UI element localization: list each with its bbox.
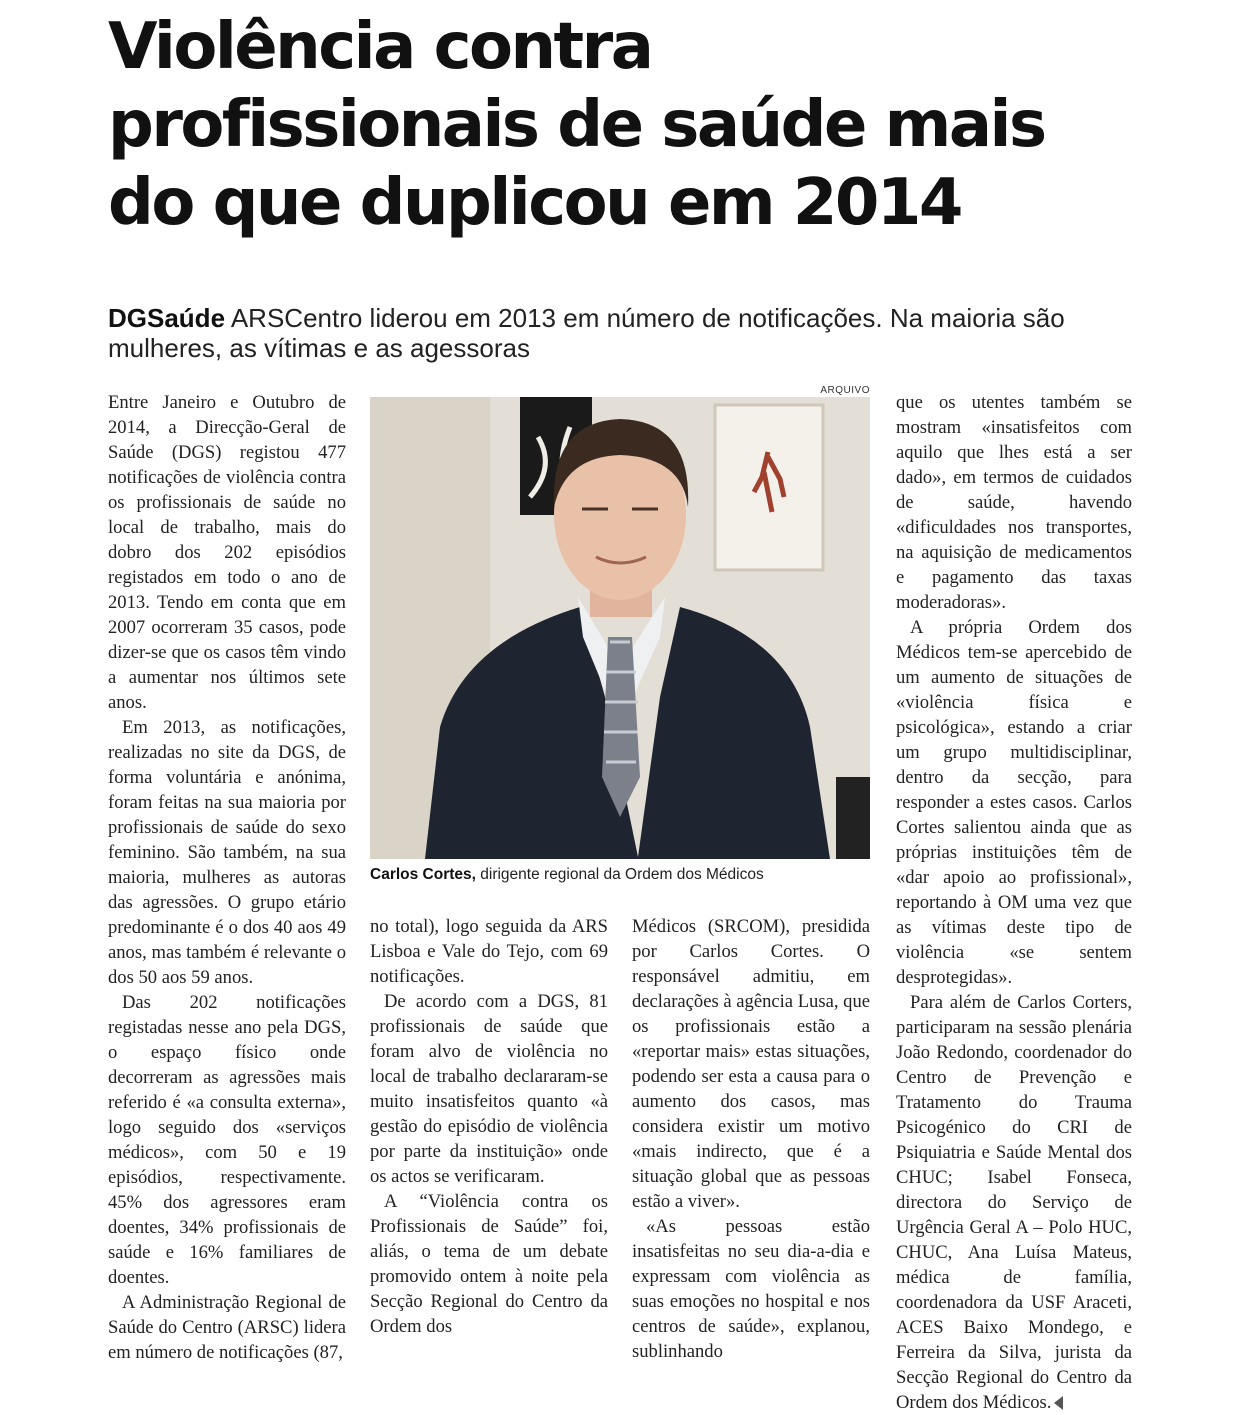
end-of-article-icon [1054,1396,1063,1410]
article-column-4 [896,390,1132,1415]
article-column-3 [632,914,870,1364]
portrait-photo [370,397,870,859]
lead-paragraph [108,303,1108,363]
paragraph: De acordo com a DGS, 81 profissionais de saúde que foram alvo de violência no local de trabalho declararam-se muito insatisfeitos quanto «à gestão do episódio de violência por parte da instituição» onde os actos se verificaram. [370,991,608,1187]
portrait-illustration [370,397,870,859]
paragraph: Em 2013, as notificações, realizadas no site da DGS, de forma voluntária e anónima, foram feitas na sua maioria por profissionais de saúde do sexo feminino. São também, na sua maioria, mulheres as autoras das agressões. O grupo etário predominante é o dos 40 aos 49 anos, mas também é relevante o dos 50 aos 59 anos. [108,717,346,988]
paragraph: Entre Janeiro e Outubro de 2014, a Direcção-Geral de Saúde (DGS) registou 477 notificações de violência contra os profissionais de saúde no local de trabalho, mais do dobro dos 202 episódios registados em todo o ano de 2013. Tendo em conta que em 2007 ocorreram 35 casos, pode dizer-se que os casos têm vindo a aumentar nos últimos sete anos. [108,392,346,713]
paragraph: «As pessoas estão insatisfeitas no seu dia-a-dia e expressam com violência as suas emoções no hospital e nos centros de saúde», explanou, sublinhando [632,1216,870,1362]
article-column-1 [108,390,346,1365]
photo-credit: ARQUIVO [820,385,870,396]
article-column-2 [370,914,608,1339]
paragraph-text: Para além de Carlos Corters, participaram na sessão plenária João Redondo, coordenador do Centro de Prevenção e Tratamento do Trauma Psicogénico do CRI de Psiquiatria e Saúde Mental dos CHUC; Isabel Fonseca, directora do Serviço de Urgência Geral A – Polo HUC, CHUC, Ana Luísa Mateus, médica de família, coordenadora da USF Araceti, ACES Baixo Mondego, e Ferreira da Silva, jurista da Secção Regional do Centro da Ordem dos Médicos. [896,992,1132,1413]
headline-line-1: Violência contra [108,10,652,84]
paragraph: Das 202 notificações registadas nesse ano pela DGS, o espaço físico onde decorreram as agressões mais referido é «a consulta externa», logo seguido dos «serviços médicos», com 50 e 19 episódios, respectivamente. 45% dos agressores eram doentes, 34% profissionais de saúde e 16% familiares de doentes. [108,992,346,1288]
lead-text: ARSCentro liderou em 2013 em número de notificações. Na maioria são mulheres, as vítimas e as agessoras [108,303,1065,363]
headline-line-2: profissionais de saúde mais [108,88,1045,162]
paragraph [896,990,1132,1415]
paragraph: A Administração Regional de Saúde do Centro (ARSC) lidera em número de notificações (87, [108,1292,346,1363]
paragraph: no total), logo seguida da ARS Lisboa e Vale do Tejo, com 69 notificações. [370,916,608,987]
headline [108,8,1188,242]
caption-text: dirigente regional da Ordem dos Médicos [480,866,764,883]
caption-name: Carlos Cortes, [370,866,476,883]
paragraph: A “Violência contra os Profissionais de Saúde” foi, aliás, o tema de um debate promovido ontem à noite pela Secção Regional do Centro da Ordem dos [370,1191,608,1337]
lead-kicker: DGSaúde [108,303,226,333]
photo-caption [370,866,870,884]
headline-line-3: do que duplicou em 2014 [108,166,961,240]
paragraph: A própria Ordem dos Médicos tem-se apercebido de um aumento de situações de «violência física e psicológica», estando a criar um grupo multidisciplinar, dentro da secção, para responder a estes casos. Carlos Cortes salientou ainda que as próprias instituições têm de «dar apoio ao profissional», reportando à OM uma vez que as vítimas deste tipo de violência «se sentem desprotegidas». [896,617,1132,988]
paragraph: que os utentes também se mostram «insatisfeitos com aquilo que lhes está a ser dado», em termos de cuidados de saúde, havendo «dificuldades nos transportes, na aquisição de medicamentos e pagamento das taxas moderadoras». [896,392,1132,613]
paragraph: Médicos (SRCOM), presidida por Carlos Cortes. O responsável admitiu, em declarações à agência Lusa, que os profissionais estão a «reportar mais» estas situações, podendo ser esta a causa para o aumento dos casos, mas considera existir um motivo «mais indirecto, que é a situação global que as pessoas estão a viver». [632,916,870,1212]
